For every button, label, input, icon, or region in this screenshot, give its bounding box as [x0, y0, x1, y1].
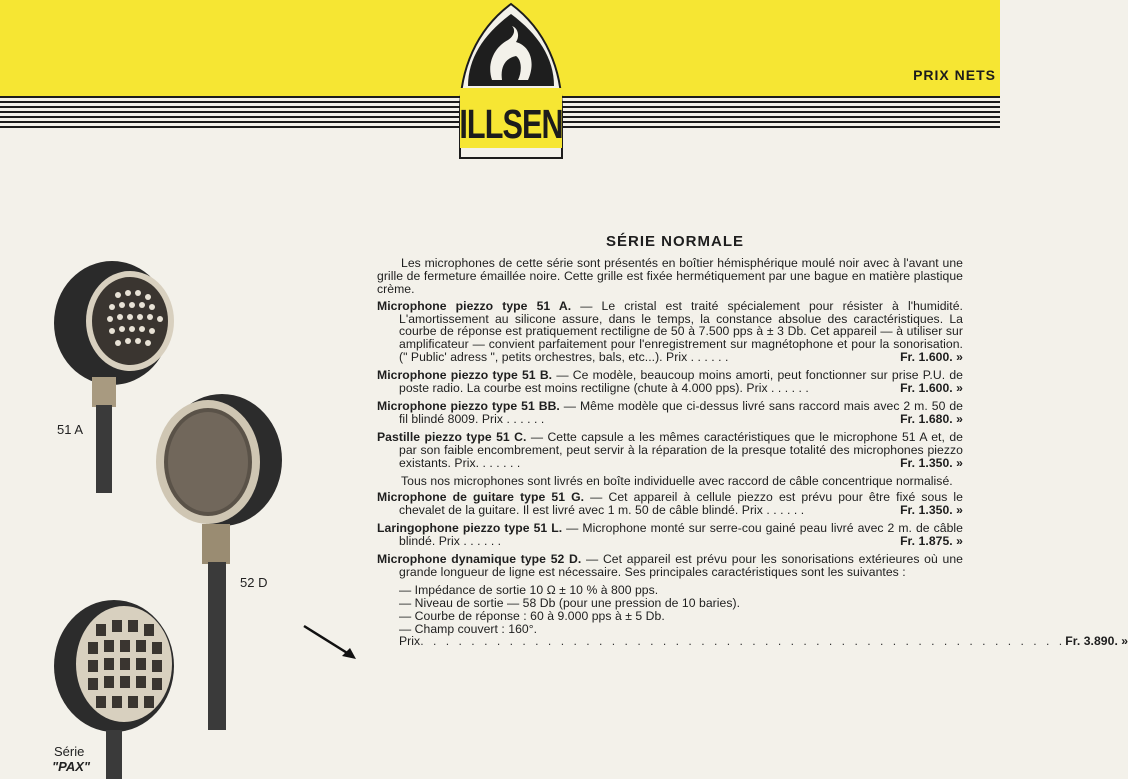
- intro-paragraph: Les microphones de cette série sont présentés en boîtier hémisphérique moulé noir avec à l'avant une grille de fermeture émaillée noire. Cette grille est fixée hermétiquement par une bague en matière plastique crème.: [377, 255, 963, 296]
- product-price: Fr. 1.600. »: [900, 350, 963, 365]
- label-serie: Série: [54, 744, 85, 759]
- product-price: Fr. 1.600. »: [900, 381, 963, 396]
- product-name: Microphone piezzo type 51 BB.: [377, 398, 560, 413]
- product-name: Laringophone piezzo type 51 L.: [377, 521, 563, 536]
- pointer-arrow-icon: [300, 622, 360, 662]
- leader-dots: . . . . . .: [767, 381, 809, 396]
- prix-nets-label: PRIX NETS: [913, 67, 996, 83]
- leader-dots: . . . . . .: [762, 503, 805, 518]
- section-content: [377, 233, 1128, 649]
- product-entry: [377, 491, 963, 517]
- product-description: — Cet appareil est prévu pour les sonorisations extérieures où une grande longueur de ligne est nécessaire. Ses principales caractéristiques sont les suivantes :: [399, 552, 963, 579]
- leader-dots: . . . . . .: [503, 411, 545, 426]
- product-name: Pastille piezzo type 51 C.: [377, 429, 527, 444]
- product-entry: [377, 400, 963, 426]
- product-entry: [377, 431, 963, 470]
- section-title: SÉRIE NORMALE: [605, 233, 744, 250]
- product-price: Fr. 1.350. »: [900, 455, 963, 470]
- product-name: Microphone piezzo type 51 B.: [377, 368, 553, 383]
- product-description: — Ce modèle, beaucoup moins amorti, peut fonctionner sur prise P.U. de poste radio. La courbe est moins rectiligne (chute à 4.000 pps). Prix: [399, 368, 963, 396]
- product-description: — Cette capsule a les mêmes caractéristiques que le microphone 51 A et, de par son faible encombrement, peut servir à la réparation de la presque totalité des microphones piezzo existants. Prix.: [399, 429, 963, 470]
- spec-item: — Impédance de sortie 10 Ω ± 10 % à 800 pps.: [399, 582, 659, 597]
- leader-dots: . . . . . .: [479, 455, 521, 470]
- entries-group-1: [377, 300, 963, 470]
- label-51a: 51 A: [57, 422, 84, 437]
- product-entry: [377, 522, 963, 548]
- product-description: — Le cristal est traité spécialement pour résister à l'humidité. L'amortissement au silicone assure, dans le temps, la constance absolue des caractéristiques. La courbe de réponse est pratiquement rectiligne de 50 à 7.500 pps à ± 3 Db. Cet appareil — à utiliser sur amplificateur — convient parfaitement pour l'enregistrement sur magnétophone et pour la sonorisation. (" Public' adress ", petits orchestres, bals, etc...). Prix: [399, 298, 963, 365]
- entries-group-2: [377, 491, 963, 578]
- product-price: Fr. 1.875. »: [900, 534, 963, 549]
- spec-item: — Courbe de réponse : 60 à 9.000 pps à ± 5 Db.: [399, 608, 665, 623]
- specs-list: [377, 584, 963, 636]
- brand-text: ILLSEN: [459, 100, 563, 148]
- leader-dots: . . . . . .: [687, 350, 729, 365]
- product-price: Fr. 1.350. »: [900, 503, 963, 518]
- product-price: Fr. 1.680. »: [900, 411, 963, 426]
- spec-item: — Niveau de sortie — 58 Db (pour une pression de 10 baries).: [399, 595, 741, 610]
- spec-item: — Champ couvert : 160°.: [399, 621, 538, 636]
- label-52d: 52 D: [240, 575, 268, 590]
- product-description: — Microphone monté sur serre-cou gainé peau livré avec 2 m. de câble blindé. Prix: [399, 521, 963, 549]
- product-name: Microphone piezzo type 51 A.: [377, 298, 572, 313]
- leader-dots: . . . . . .: [459, 534, 502, 549]
- final-price-value: Fr. 3.890. »: [1065, 634, 1128, 649]
- product-name: Microphone dynamique type 52 D.: [377, 552, 582, 567]
- note-paragraph: Tous nos microphones sont livrés en boîte individuelle avec raccord de câble concentrique normalisé.: [401, 473, 953, 488]
- label-pax: "PAX": [52, 759, 91, 774]
- product-description: — Cet appareil à cellule piezzo est prévu pour être fixé sous le chevalet de la guitare. Il est livré avec 1 m. 50 de câble blindé. Prix: [399, 490, 963, 518]
- final-prix-label: Prix: [399, 634, 421, 649]
- final-price-line: Prix . . . . . . . . . . . . . . . . . . . . . . . . . . . . . . . . . . . . . . . . . . . . . . . . . . . Fr. 3.890. »: [399, 634, 1128, 649]
- illsen-logo: [456, 0, 566, 158]
- product-name: Microphone de guitare type 51 G.: [377, 490, 585, 505]
- product-entry: [377, 300, 963, 365]
- product-entry: [377, 369, 963, 395]
- product-description: — Même modèle que ci-dessus livré sans raccord mais avec 2 m. 50 de fil blindé 8009. Prix: [399, 398, 963, 426]
- product-entry: [377, 553, 963, 579]
